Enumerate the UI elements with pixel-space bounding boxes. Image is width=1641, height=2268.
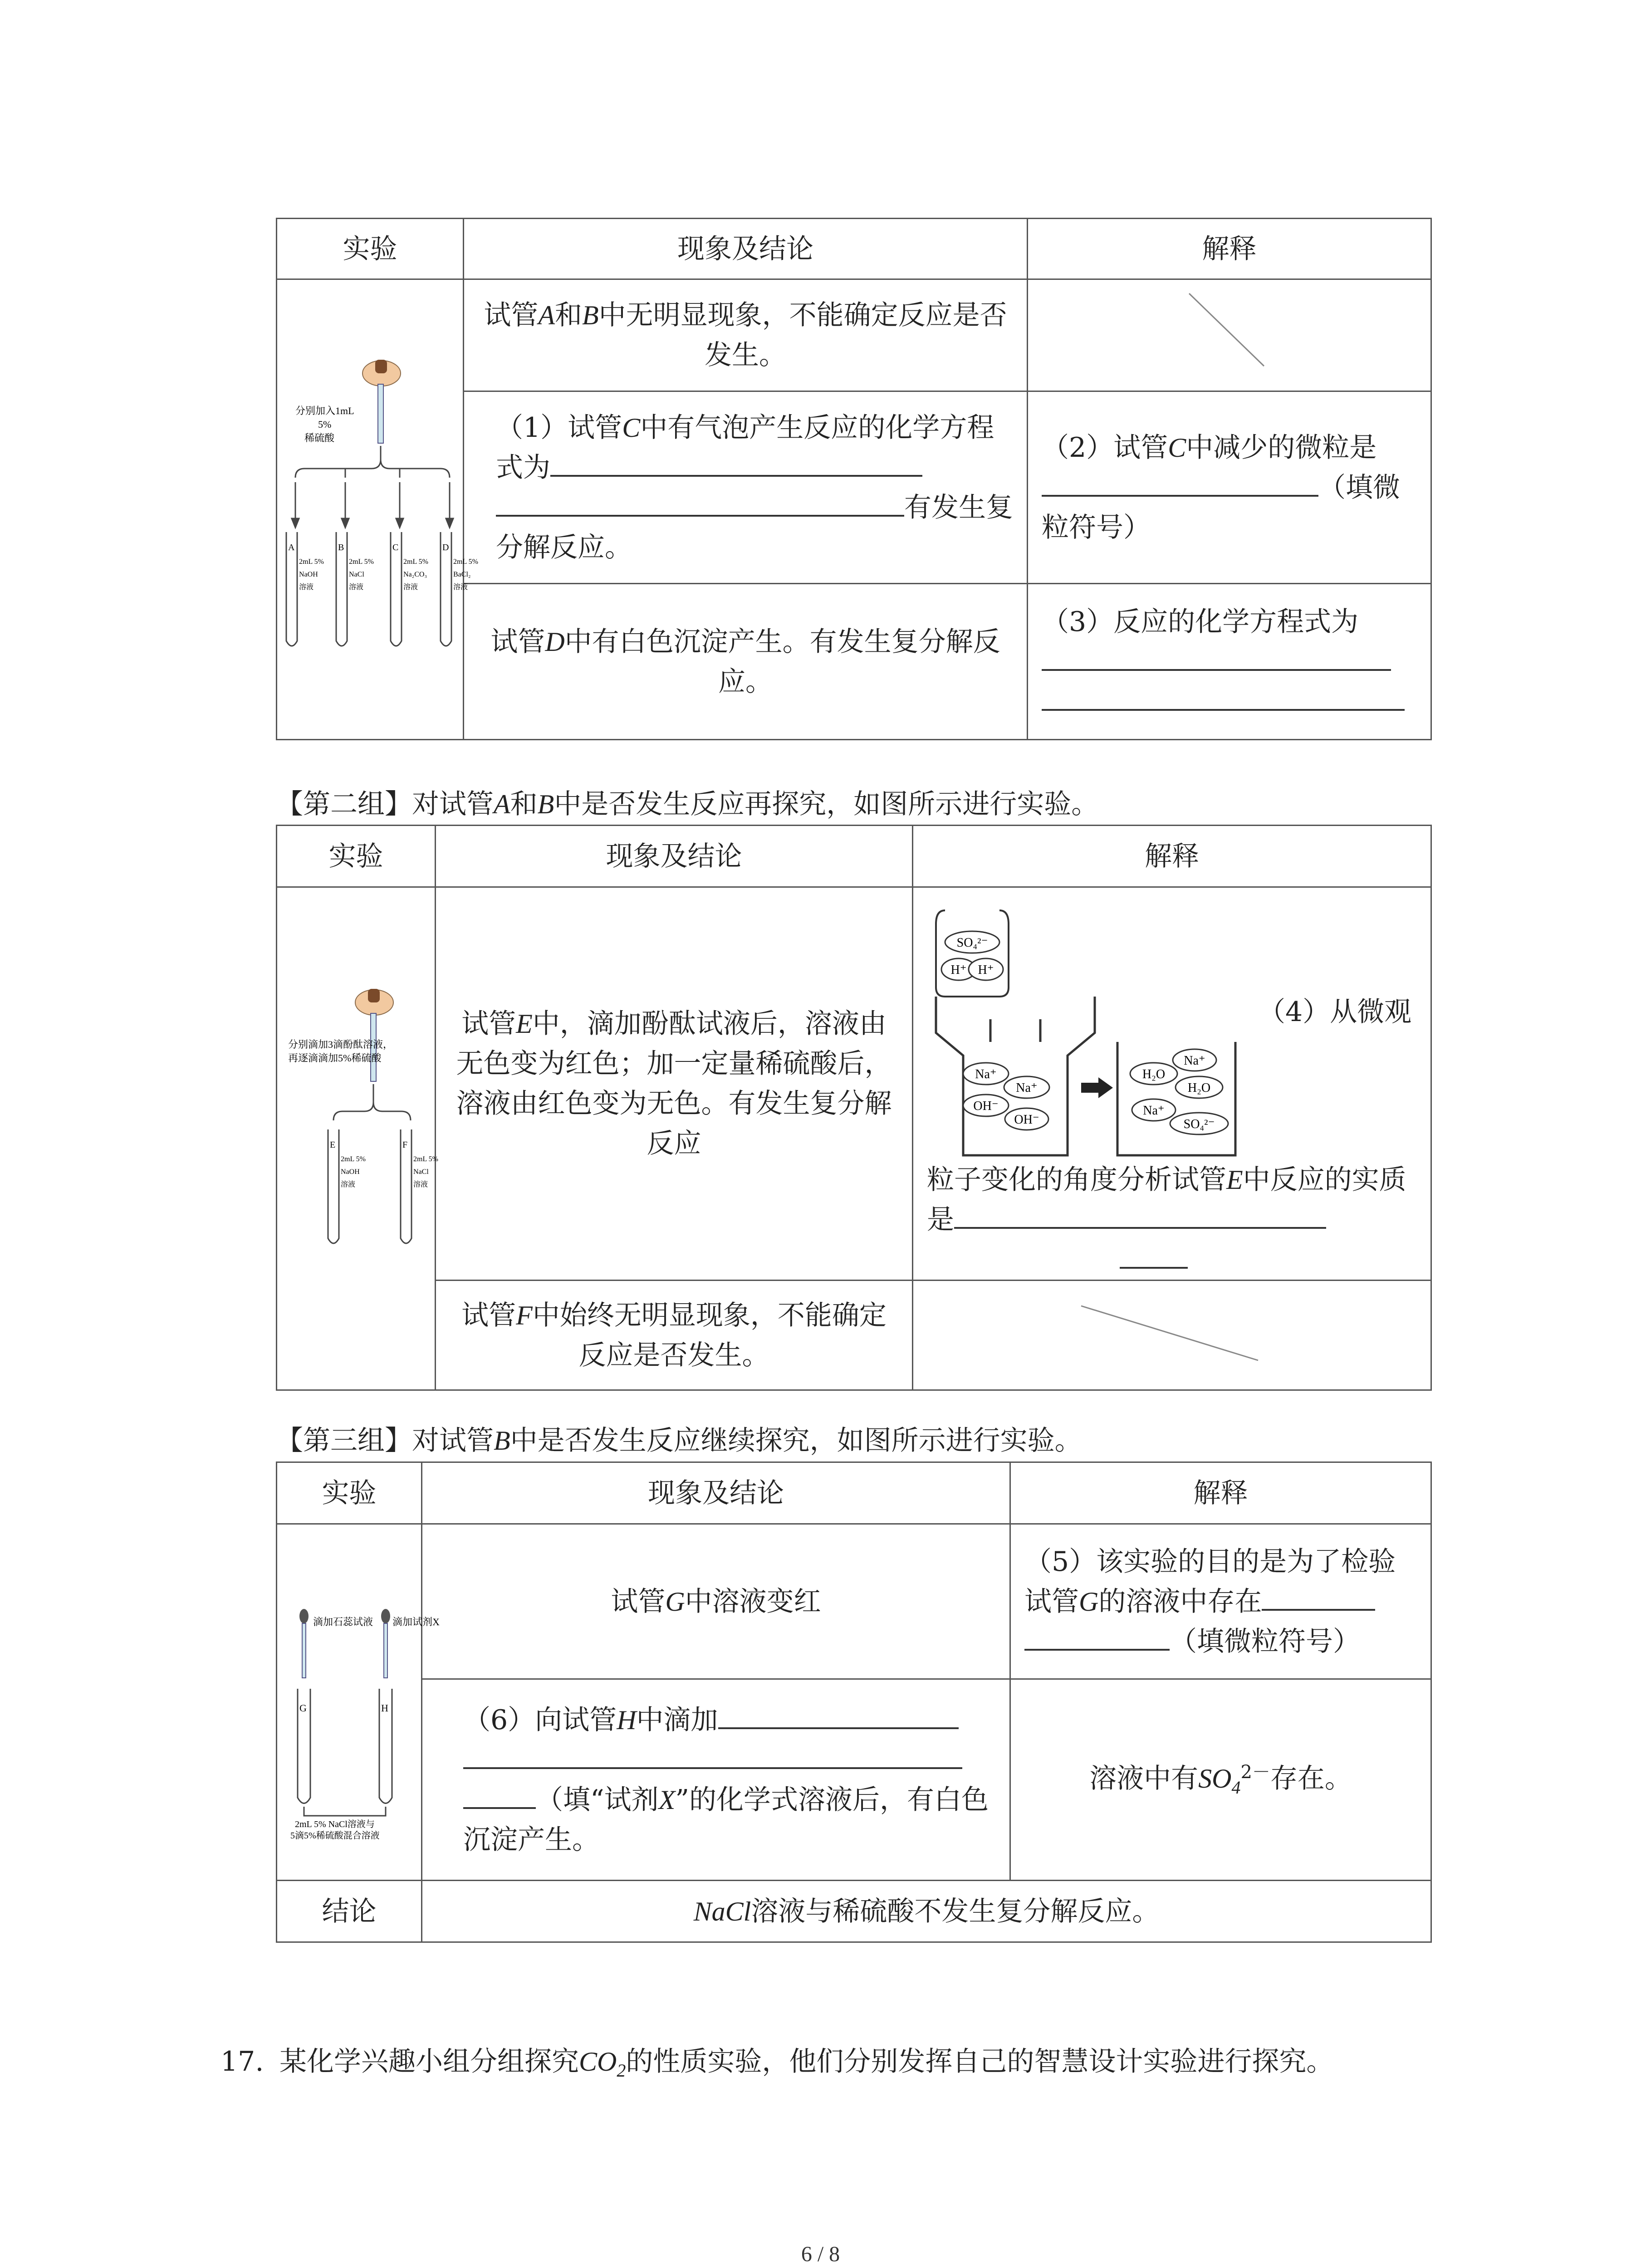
tube-letter: D [442, 543, 449, 552]
reagent-blank-3[interactable] [463, 1780, 536, 1809]
header-explanation: 解释 [913, 826, 1431, 887]
group2-figure-cell [277, 887, 436, 1390]
tube-label: 溶液 [413, 1181, 428, 1188]
dropper-label-2: 5% [318, 419, 331, 430]
row1-explanation: （5）该实验的目的是为了检验试管G的溶液中存在 （填微粒符号） [1010, 1524, 1431, 1679]
test-tube-C [391, 532, 428, 646]
row2-explanation-empty [913, 1281, 1431, 1390]
reagent-blank-2[interactable] [463, 1740, 962, 1769]
tube-label: 溶液 [453, 583, 468, 591]
dropper-g-label: 滴加石蕊试液 [313, 1616, 373, 1628]
row1-explanation-empty [1028, 279, 1431, 391]
dropper-h-icon [381, 1609, 390, 1678]
dropper-label-1: 分别滴加3滴酚酞溶液， [288, 1039, 393, 1050]
top-ions [941, 931, 1003, 980]
arrow-lines [292, 482, 453, 528]
row1-explanation [913, 887, 1431, 1281]
header-phenomenon: 现象及结论 [464, 219, 1028, 279]
header-phenomenon: 现象及结论 [422, 1462, 1010, 1524]
ion-label: OH⁻ [973, 1099, 999, 1113]
group3-apparatus-figure [281, 1562, 440, 1843]
group2-table [276, 825, 1432, 1391]
hand-icon [355, 989, 393, 1081]
dropper-h-label: 滴加试剂X [392, 1616, 440, 1628]
left-beaker [936, 997, 1095, 1155]
row2-phenomenon: （1）试管C中有气泡产生反应的化学方程式为 有发生复分解反应。 [464, 391, 1028, 584]
micro-question-start: （4）从微观 [1258, 996, 1412, 1028]
ion-bubble [1130, 1063, 1177, 1085]
question-number: 17. [220, 2046, 264, 2077]
row2-phenomenon: 试管F中始终无明显现象，不能确定反应是否发生。 [436, 1281, 913, 1390]
tube-label: NaCl [348, 571, 364, 578]
left-ions [963, 1063, 1049, 1130]
ion-bubble [1132, 1099, 1176, 1121]
group2-apparatus-figure [284, 980, 438, 1297]
tube-label: 溶液 [403, 583, 418, 591]
ion-bubble [1170, 1113, 1228, 1134]
conclusion-text: NaCl溶液与稀硫酸不发生复分解反应。 [422, 1881, 1431, 1942]
tube-label: NaOH [340, 1168, 360, 1176]
tube-label: BaCl₂ [453, 571, 470, 578]
tube-letter: C [392, 543, 398, 552]
ion-blank-2[interactable] [1024, 1622, 1170, 1651]
dropper-label-2: 再逐滴滴加5%稀硫酸 [288, 1052, 381, 1064]
micro-question: 粒子变化的角度分析试管E中反应的实质是 [927, 1160, 1417, 1280]
equation-blank-3[interactable] [1042, 642, 1391, 671]
tube-label: 2mL 5% [348, 558, 374, 566]
essence-blank-2[interactable] [1120, 1240, 1188, 1269]
equation-blank-4[interactable] [1042, 682, 1405, 711]
tube-label: 2mL 5% [340, 1155, 366, 1163]
ion-bubble [963, 1095, 1009, 1116]
dropper-label-3: 稀硫酸 [304, 432, 334, 444]
test-tube-E [328, 1129, 366, 1243]
tube-letter: F [402, 1140, 407, 1150]
diagonal-slash [913, 1281, 1432, 1378]
ion-bubble [1176, 1076, 1223, 1098]
row2-explanation: 溶液中有$SO_4^{2-}$存在。 [1010, 1679, 1431, 1881]
equation-blank[interactable] [550, 448, 922, 477]
group2-title: 【第二组】对试管A和B中是否发生反应再探究，如图所示进行实验。 [276, 788, 1099, 820]
tube-g-letter: G [299, 1702, 307, 1714]
tube-letter: E [329, 1140, 335, 1150]
ion-label: H⁺ [950, 963, 967, 977]
ion-bubble [969, 958, 1003, 980]
group3-title: 【第三组】对试管B中是否发生反应继续探究，如图所示进行实验。 [276, 1425, 1082, 1457]
tube-label: NaCl [413, 1168, 429, 1176]
header-experiment: 实验 [277, 826, 436, 887]
row1-phenomenon: 试管G中溶液变红 [422, 1524, 1010, 1679]
micro-reaction-diagram [927, 906, 1272, 1160]
header-explanation: 解释 [1010, 1462, 1431, 1524]
ion-label: OH⁻ [1014, 1113, 1039, 1127]
reaction-arrow [1081, 1077, 1113, 1098]
ion-bubble [963, 1063, 1009, 1085]
row3-phenomenon: 试管D中有白色沉淀产生。有发生复分解反应。 [464, 584, 1028, 740]
ion-label: Na⁺ [1184, 1054, 1205, 1068]
page-number: 6 / 8 [801, 2242, 840, 2266]
row1-phenomenon: 试管A和B中无明显现象，不能确定反应是否发生。 [464, 279, 1028, 391]
tube-label: 溶液 [340, 1181, 355, 1188]
header-experiment: 实验 [277, 1462, 422, 1524]
ion-label: H⁺ [978, 963, 994, 977]
ion-label: H₂O [1142, 1067, 1166, 1081]
row1-phenomenon: 试管E中，滴加酚酞试液后，溶液由无色变为红色；加一定量稀硫酸后，溶液由红色变为无色。有发生复分解反应 [436, 887, 913, 1281]
tube-label: 2mL 5% [413, 1155, 438, 1163]
header-explanation: 解释 [1028, 219, 1431, 279]
row2-explanation: （2）试管C中减少的微粒是（填微粒符号） [1028, 391, 1431, 584]
bottom-label-1: 2mL 5% NaCl溶液与 [294, 1819, 375, 1829]
ion-label: SO₄²⁻ [956, 936, 988, 950]
brace-lines [295, 446, 450, 478]
ion-label: Na⁺ [1143, 1104, 1165, 1118]
bottom-label-2: 5滴5%稀硫酸混合溶液 [290, 1830, 380, 1841]
group1-apparatus-figure [286, 351, 478, 668]
test-tubes [328, 1129, 438, 1243]
ion-bubble [1004, 1076, 1049, 1098]
question-text: 某化学兴趣小组分组探究$CO_2$的性质实验，他们分别发挥自己的智慧设计实验进行探究。 [279, 2046, 1334, 2081]
group3-figure-cell [277, 1524, 440, 1881]
tube-label: 2mL 5% [403, 558, 428, 566]
dropper-g-icon [299, 1609, 309, 1678]
ion-label: Na⁺ [1016, 1081, 1038, 1095]
ion-blank[interactable] [1262, 1582, 1375, 1611]
tube-label: 溶液 [348, 583, 363, 591]
group1-table [276, 218, 1432, 740]
hand-icon [362, 360, 401, 443]
row3-explanation: （3）反应的化学方程式为 [1028, 584, 1431, 740]
diagonal-slash [1028, 280, 1432, 380]
test-tubes [286, 532, 478, 646]
ion-bubble [945, 931, 999, 953]
tube-letter: A [288, 543, 294, 552]
group1-figure-cell [277, 279, 478, 740]
tube-label: 2mL 5% [299, 558, 324, 566]
brace-lines [333, 1084, 411, 1120]
header-experiment: 实验 [277, 219, 464, 279]
tube-label: NaOH [299, 571, 318, 578]
tube-label: 2mL 5% [453, 558, 478, 566]
tube-letter: B [338, 543, 344, 552]
group3-table [276, 1461, 1432, 1943]
essence-blank[interactable] [954, 1200, 1326, 1229]
ion-bubble [1005, 1108, 1048, 1130]
header-phenomenon: 现象及结论 [436, 826, 913, 887]
reagent-blank[interactable] [718, 1700, 959, 1729]
row2-phenomenon: （6）向试管H中滴加 （填“试剂X”的化学式溶液后，有白色沉淀产生。 [422, 1679, 1010, 1881]
tube-h-letter: H [381, 1702, 388, 1714]
test-tube-B [336, 532, 374, 646]
test-tube-A [286, 532, 324, 646]
tube-label: 溶液 [299, 583, 314, 591]
test-tube-F [401, 1129, 438, 1243]
dropper-label-1: 分别加入1mL [295, 405, 354, 416]
tube-label: Na₂CO₃ [403, 571, 427, 578]
right-ions [1130, 1049, 1228, 1134]
ion-bubble [1173, 1049, 1216, 1071]
ion-label: Na⁺ [975, 1067, 997, 1081]
particle-blank[interactable] [1042, 468, 1318, 497]
ion-label: H₂O [1187, 1081, 1211, 1095]
equation-blank-2[interactable] [496, 488, 904, 517]
ion-label: SO₄²⁻ [1183, 1117, 1215, 1131]
conclusion-label: 结论 [277, 1881, 422, 1942]
